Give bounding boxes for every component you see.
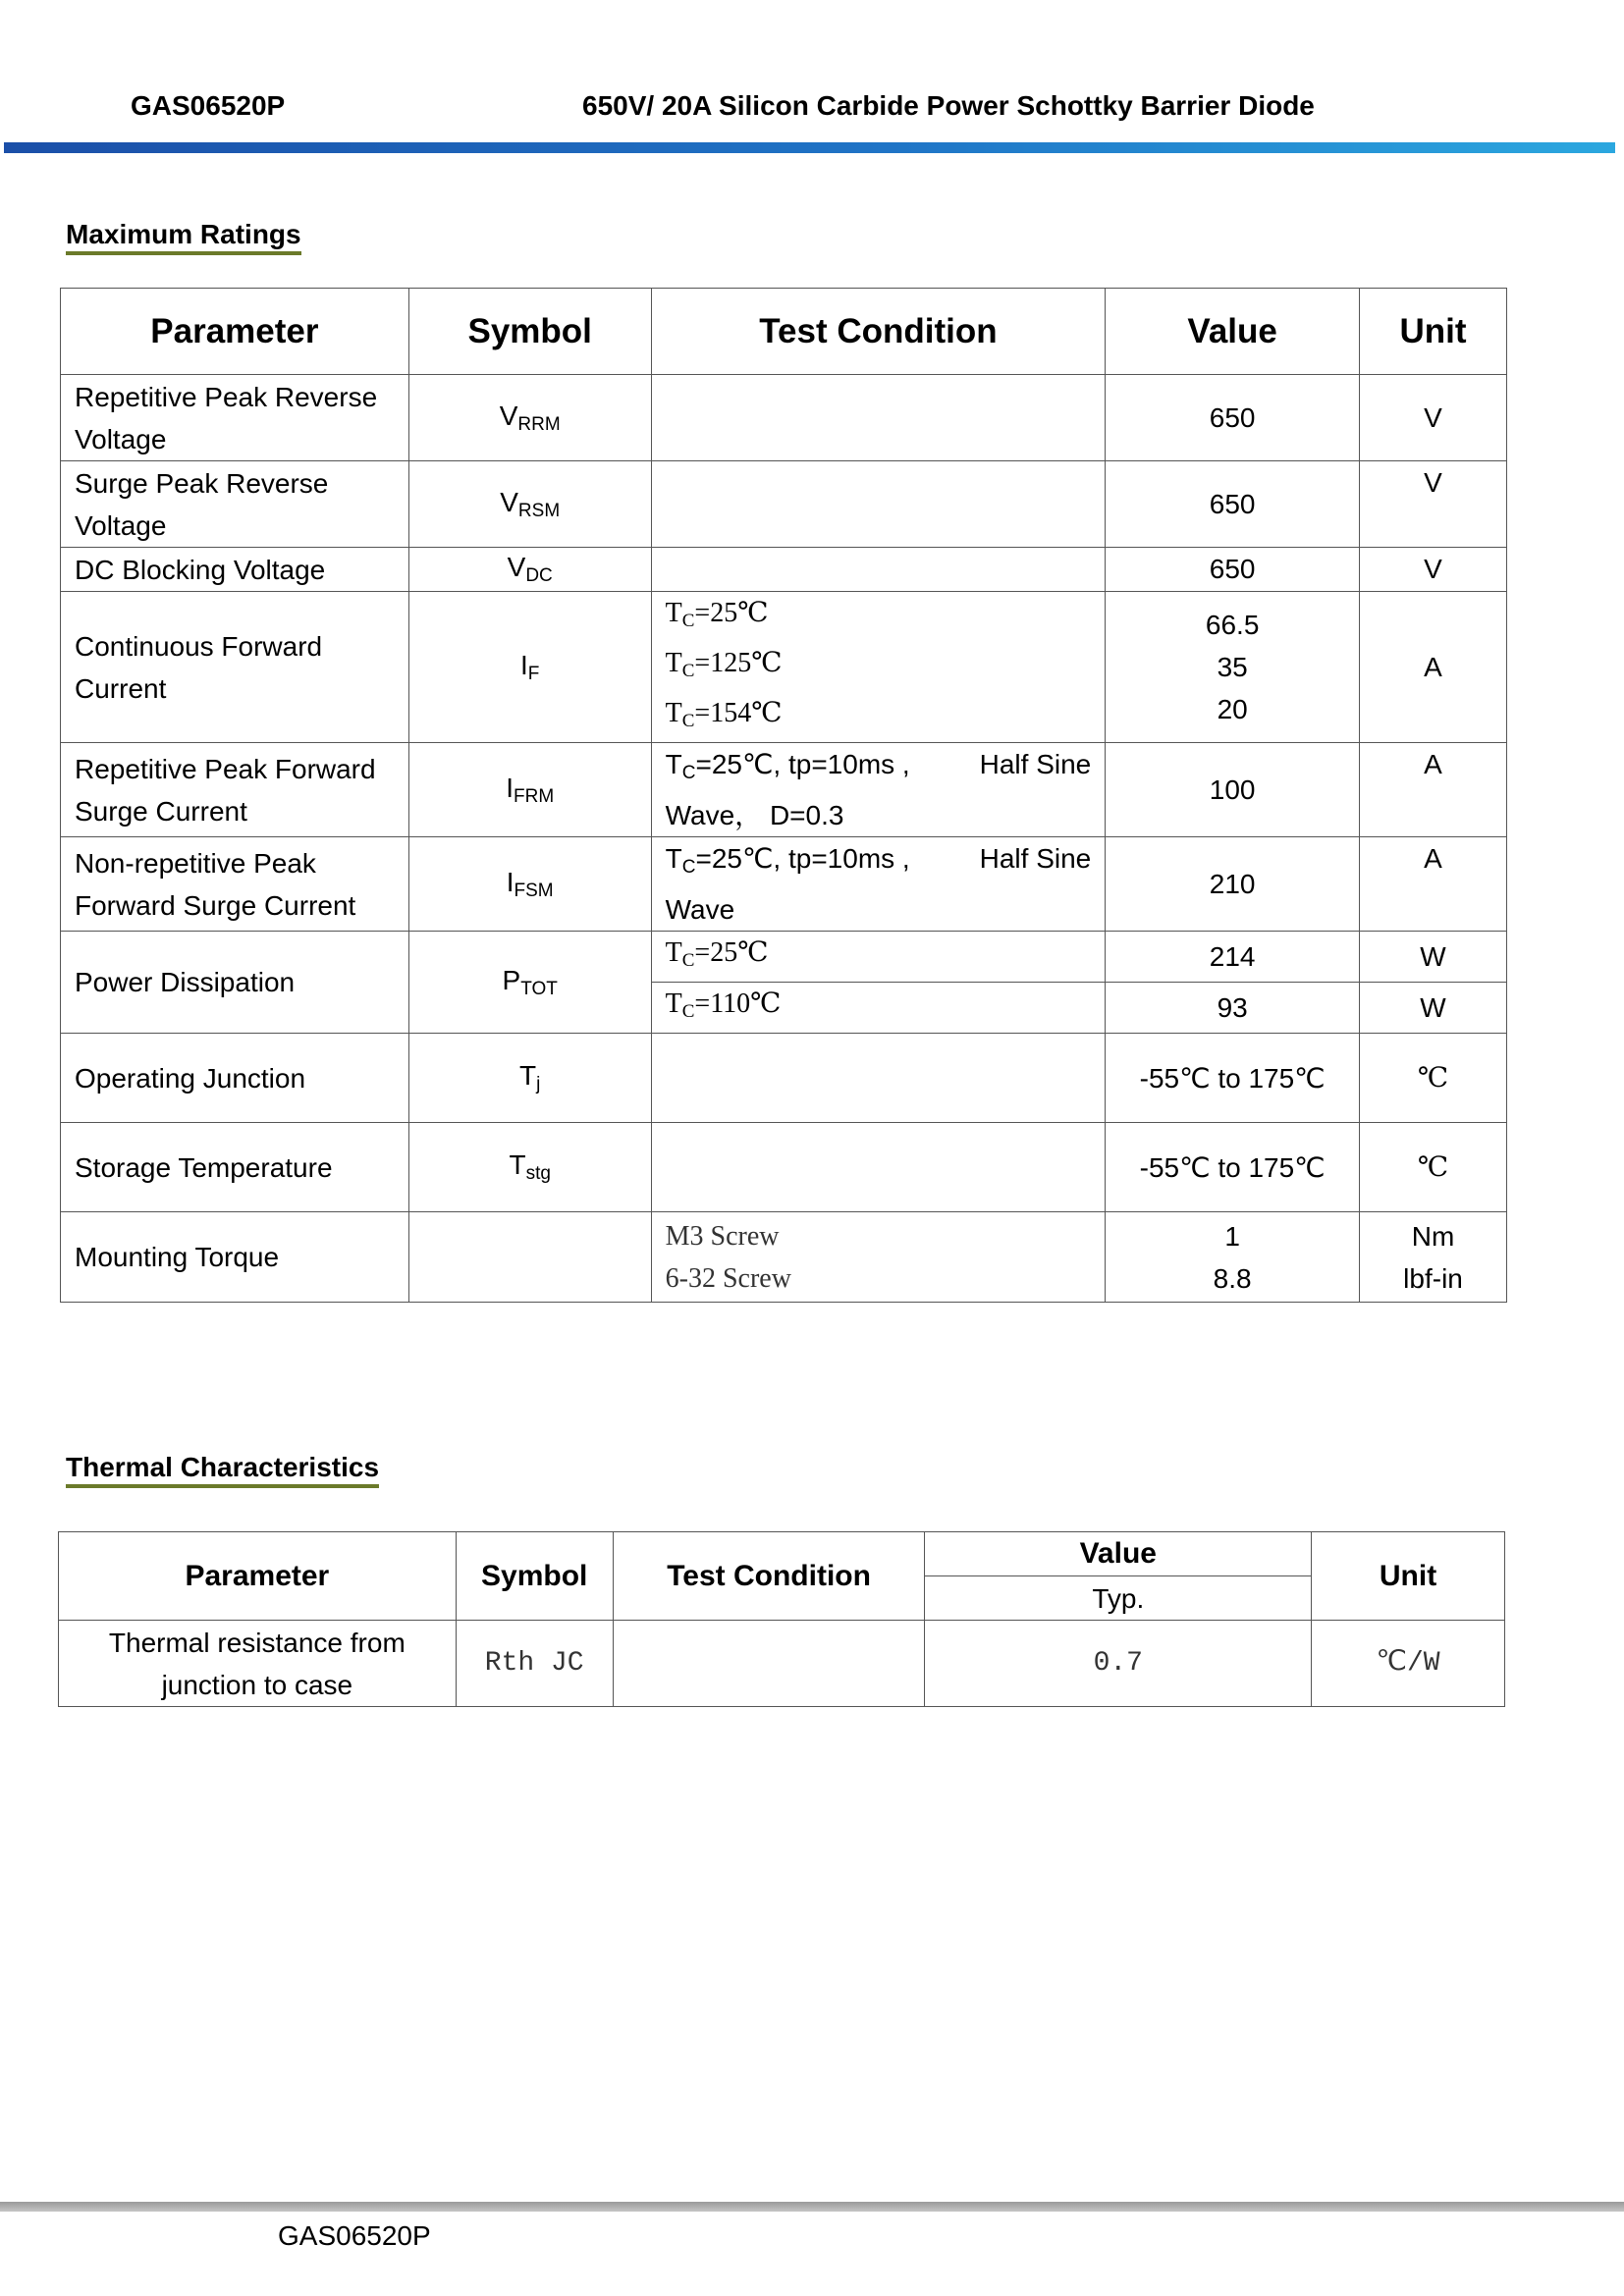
condition-line: 6-32 Screw	[665, 1262, 791, 1294]
symbol-cell: Rth JC	[456, 1621, 613, 1707]
table-row	[61, 837, 1507, 932]
symbol-cell	[408, 1212, 651, 1303]
param-cell: Mounting Torque	[61, 1212, 409, 1303]
col-header-unit: Unit	[1360, 289, 1507, 375]
symbol-subscript: TOT	[520, 978, 558, 999]
col-header-value: Value	[1106, 289, 1360, 375]
condition-cell	[651, 743, 1106, 837]
value-cell	[1106, 592, 1360, 743]
symbol-cell	[408, 1123, 651, 1212]
param-line: Voltage	[75, 509, 167, 541]
max-ratings-title: Maximum Ratings	[66, 218, 301, 255]
symbol: P	[502, 964, 521, 995]
thermal-title: Thermal Characteristics	[66, 1451, 379, 1488]
symbol-cell	[408, 837, 651, 932]
symbol: I	[506, 772, 514, 803]
max-ratings-table	[60, 288, 1507, 1303]
value-line: 20	[1217, 694, 1248, 724]
value-cell: 93	[1106, 983, 1360, 1034]
symbol-subscript: DC	[525, 565, 553, 586]
symbol: V	[499, 400, 518, 431]
unit-line: Nm	[1411, 1220, 1455, 1252]
value-line: 8.8	[1213, 1262, 1252, 1294]
value-cell: 210	[1106, 837, 1360, 932]
condition-line: Wave	[665, 894, 735, 925]
param-line: Voltage	[75, 423, 167, 454]
param-line: Non-repetitive Peak	[75, 847, 316, 879]
param-line: Thermal resistance from	[108, 1627, 406, 1658]
value-cell: 650	[1106, 461, 1360, 548]
condition-line: $T_C=154℃$	[665, 698, 783, 731]
unit-cell: V	[1360, 461, 1507, 548]
symbol-subscript: RRM	[517, 413, 561, 435]
condition-line: M3 Screw	[665, 1220, 780, 1252]
condition-cell	[651, 461, 1106, 548]
unit-cell: ℃/W	[1312, 1621, 1505, 1707]
value-cell: 100	[1106, 743, 1360, 837]
header-part-number: GAS06520P	[131, 90, 286, 121]
symbol: V	[507, 552, 526, 582]
table-row	[61, 1212, 1507, 1303]
footer-divider	[0, 2202, 1624, 2212]
col-header-test-condition: Test Condition	[613, 1532, 925, 1621]
table-row	[61, 1123, 1507, 1212]
table-row	[59, 1621, 1505, 1707]
value-line: 35	[1217, 652, 1248, 682]
symbol-cell	[408, 1034, 651, 1123]
unit-cell: A	[1360, 592, 1507, 743]
col-header-symbol: Symbol	[456, 1532, 613, 1621]
unit-line: lbf-in	[1403, 1262, 1463, 1294]
table-row	[61, 548, 1507, 592]
unit-cell: A	[1360, 743, 1507, 837]
col-header-unit: Unit	[1312, 1532, 1505, 1621]
param-cell	[61, 837, 409, 932]
symbol-subscript: j	[536, 1074, 541, 1095]
symbol: T	[509, 1149, 526, 1180]
condition-cell	[651, 1123, 1106, 1212]
param-line: junction to case	[161, 1669, 353, 1700]
col-header-test-condition: Test Condition	[651, 289, 1106, 375]
param-line: Surge Peak Reverse	[75, 467, 329, 499]
symbol-cell	[408, 592, 651, 743]
param-cell	[61, 375, 409, 461]
param-cell: DC Blocking Voltage	[61, 548, 409, 592]
table-row	[61, 592, 1507, 743]
col-header-value: Value	[925, 1532, 1312, 1576]
condition-cell: $T_C=110℃$	[651, 983, 1106, 1034]
table-row	[61, 932, 1507, 983]
unit-cell: A	[1360, 837, 1507, 932]
param-cell	[61, 461, 409, 548]
col-header-parameter: Parameter	[59, 1532, 457, 1621]
value-cell	[1106, 1212, 1360, 1303]
header-divider	[4, 142, 1615, 153]
symbol: I	[506, 866, 514, 897]
value-cell: 0.7	[925, 1621, 1312, 1707]
symbol-subscript: FSM	[514, 880, 554, 901]
unit-cell: V	[1360, 375, 1507, 461]
value-cell: 650	[1106, 548, 1360, 592]
param-cell	[61, 743, 409, 837]
footer-part-number: GAS06520P	[278, 2220, 431, 2251]
condition-line: $T_C=25℃$, tp=10ms , Half Sine	[665, 843, 1092, 878]
condition-cell	[651, 837, 1106, 932]
param-cell	[61, 592, 409, 743]
symbol-subscript: F	[527, 663, 540, 684]
condition-line: $T_C=25℃$	[665, 598, 769, 631]
condition-line: Wave， D=0.3	[665, 800, 844, 830]
table-row	[61, 375, 1507, 461]
symbol-subscript: FRM	[514, 785, 555, 807]
symbol-subscript: stg	[525, 1163, 551, 1184]
param-cell: Power Dissipation	[61, 932, 409, 1034]
param-line: Forward Surge Current	[75, 889, 356, 921]
table-header-row	[61, 289, 1507, 375]
value-cell: -55℃ to 175℃	[1106, 1034, 1360, 1123]
symbol-cell	[408, 461, 651, 548]
condition-cell: $T_C=25℃$	[651, 932, 1106, 983]
condition-cell	[613, 1621, 925, 1707]
table-row	[61, 1034, 1507, 1123]
symbol-subscript: RSM	[517, 500, 561, 521]
value-line: 66.5	[1205, 610, 1260, 640]
unit-cell: V	[1360, 548, 1507, 592]
param-line: Repetitive Peak Reverse	[75, 381, 378, 412]
condition-line: $T_C=25℃$, tp=10ms , Half Sine	[665, 749, 1092, 783]
condition-cell	[651, 592, 1106, 743]
header-title: 650V/ 20A Silicon Carbide Power Schottky Barrier Diode	[582, 90, 1315, 121]
col-header-typ: Typ.	[925, 1576, 1312, 1621]
param-cell: Operating Junction	[61, 1034, 409, 1123]
value-cell: 650	[1106, 375, 1360, 461]
value-cell: -55℃ to 175℃	[1106, 1123, 1360, 1212]
condition-cell	[651, 548, 1106, 592]
symbol: T	[519, 1060, 537, 1091]
table-header-row	[59, 1532, 1505, 1576]
condition-line: $T_C=125℃$	[665, 648, 783, 681]
param-line: Repetitive Peak Forward	[75, 753, 376, 784]
condition-cell	[651, 1034, 1106, 1123]
param-line: Continuous Forward	[75, 630, 323, 662]
unit-cell: ℃	[1360, 1034, 1507, 1123]
table-row	[61, 743, 1507, 837]
param-line: Surge Current	[75, 795, 247, 827]
param-cell	[59, 1621, 457, 1707]
condition-cell	[651, 1212, 1106, 1303]
param-line: Current	[75, 672, 167, 704]
unit-cell: ℃	[1360, 1123, 1507, 1212]
symbol-cell	[408, 375, 651, 461]
unit-cell: W	[1360, 983, 1507, 1034]
symbol-cell	[408, 932, 651, 1034]
col-header-parameter: Parameter	[61, 289, 409, 375]
value-cell: 214	[1106, 932, 1360, 983]
condition-cell	[651, 375, 1106, 461]
symbol: V	[500, 486, 518, 517]
symbol-cell	[408, 743, 651, 837]
unit-cell: W	[1360, 932, 1507, 983]
param-cell: Storage Temperature	[61, 1123, 409, 1212]
table-row	[61, 461, 1507, 548]
thermal-table	[58, 1531, 1505, 1707]
value-line: 1	[1224, 1220, 1240, 1252]
unit-cell	[1360, 1212, 1507, 1303]
col-header-symbol: Symbol	[408, 289, 651, 375]
symbol-cell	[408, 548, 651, 592]
symbol: I	[520, 649, 528, 680]
